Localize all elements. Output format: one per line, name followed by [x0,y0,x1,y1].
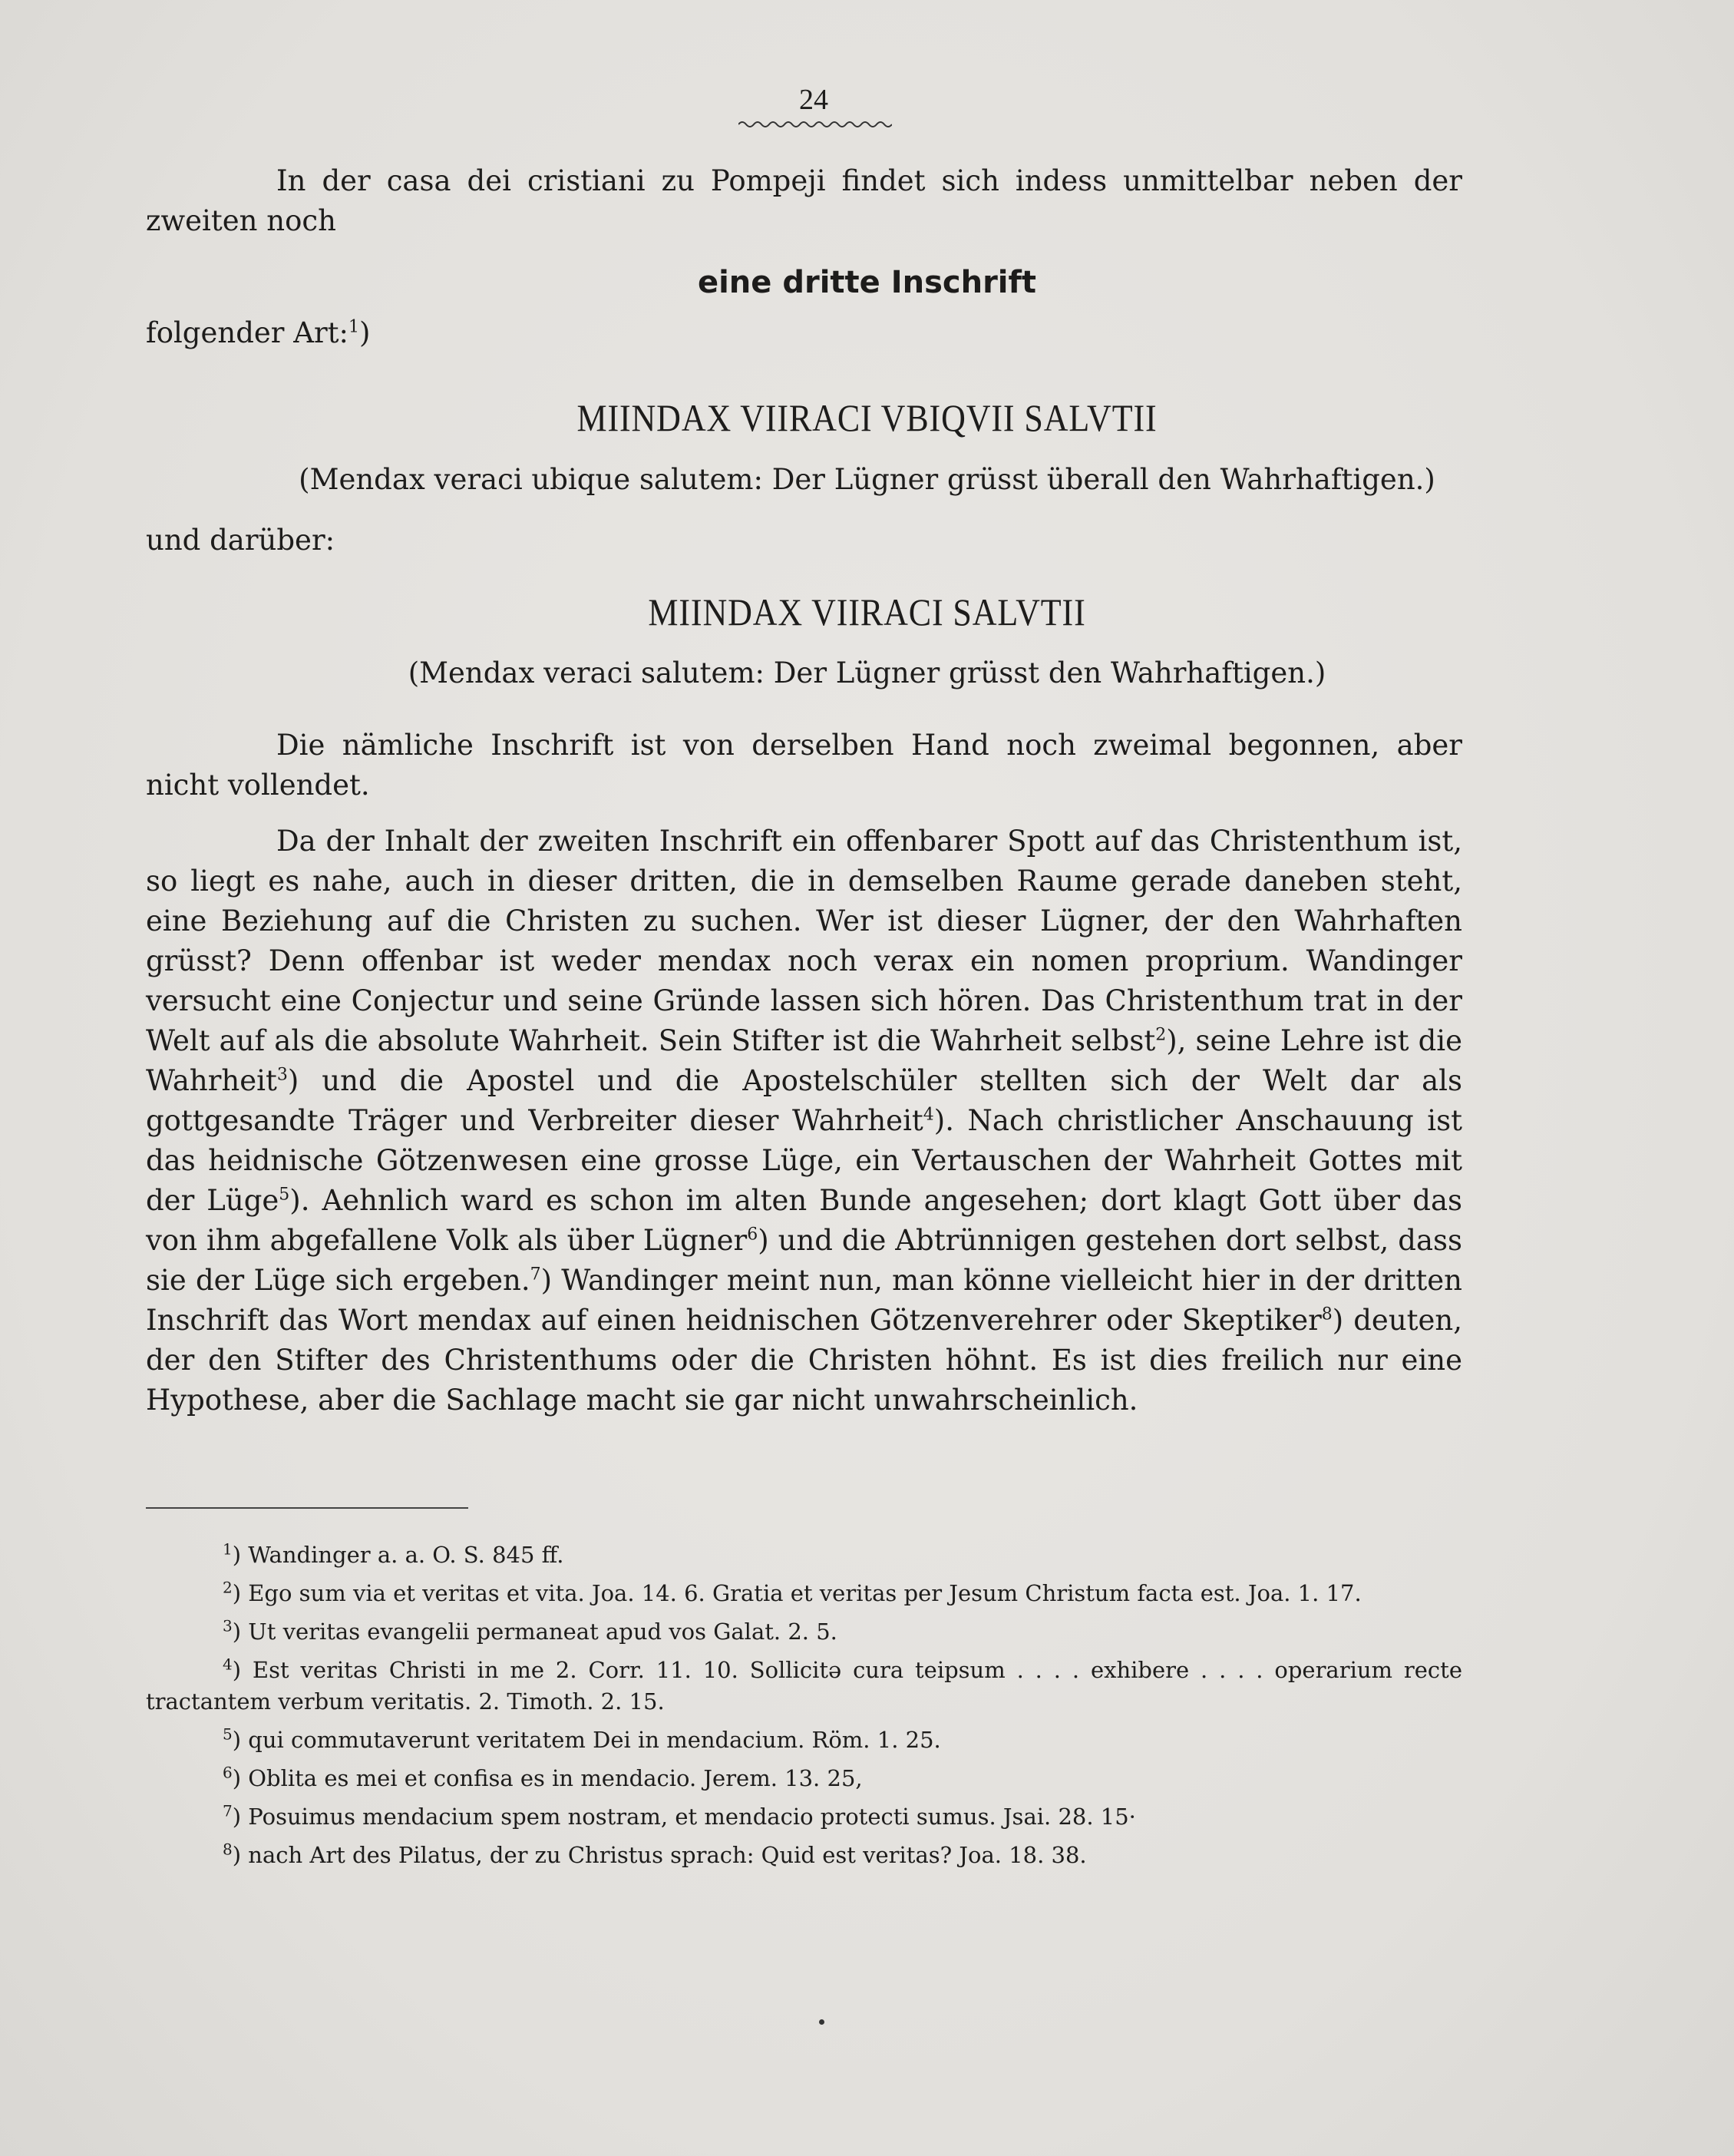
footnote-text: ) Posuimus mendacium spem nostram, et mendacio protecti sumus. Jsai. 28. 15· [232,1804,1136,1830]
printer-mark [819,2019,824,2025]
footnote-number: 2 [223,1578,233,1597]
translation-2: (Mendax veraci salutem: Der Lügner grüsst den Wahrhaftigen.) [408,656,1326,689]
para2-segment: ) deuten, der den Stifter des Christenthums oder die Christen höhnt. Es ist dies freilich nur eine Hypothese, aber die Sachlage macht sie gar nicht unwahrscheinlich. [146,1304,1463,1417]
translation-1: (Mendax veraci ubique salutem: Der Lügner grüsst überall den Wahrhaftigen.) [299,463,1435,496]
footnote-number: 3 [223,1616,233,1635]
folgender-text: folgender Art: [146,316,348,349]
folgender-line [146,316,370,349]
page-number: 24 [799,84,828,116]
inscription-2: MIINDAX VIIRACI SALVTII [648,590,1086,633]
footnote-8 [146,1840,1462,1871]
footnote-ref-5: 5 [279,1185,290,1205]
footnote-number: 8 [223,1840,233,1859]
footnote-ref-7: 7 [530,1265,541,1285]
para2-segment: ) und die Abtrünnigen gestehen dort selbst, dass sie der Lüge sich ergeben. [146,1224,1462,1297]
footnote-text: ) Est veritas Christi in me 2. Corr. 11. 10. Sollicitə cura teipsum . . . . exhibere . . . . operarium recte tractantem verbum veritatis. 2. Timoth. 2. 15. [146,1657,1462,1715]
footnote-text: ) Ut veritas evangelii permaneat apud vos Galat. 2. 5. [232,1619,837,1645]
inscription-1: MIINDAX VIIRACI VBIQVII SALVTII [576,396,1158,439]
paragraph-1-text: Die nämliche Inschrift ist von derselben Hand noch zweimal begonnen, aber nicht vollendet. [146,729,1462,802]
footnote-text: ) Oblita es mei et confisa es in mendacio. Jerem. 13. 25, [232,1765,863,1791]
footnote-number: 7 [223,1801,233,1820]
footnote-6 [146,1763,1462,1794]
footnote-ref-2: 2 [1155,1025,1167,1045]
para2-segment: ) Wandinger meint nun, man könne vielleicht hier in der dritten Inschrift das Wort mendax auf einen heidnischen Götzenverehrer oder Skeptiker [146,1264,1462,1337]
intro-line-1: In der casa dei cristiani zu Pompeji findet sich indess unmittelbar neben der [276,164,1462,197]
footnote-number: 4 [223,1655,233,1674]
intro-line-2: zweiten noch [146,204,336,237]
para2-segment: Da der Inhalt der zweiten Inschrift ein offenbarer Spott auf das Christenthum ist, so liegt es nahe, auch in dieser dritten, die in demselben Raume gerade daneben steht, eine Beziehung auf die Christen zu suchen. Wer ist dieser Lügner, der den Wahrhaften grüsst? Denn offenbar ist weder mendax noch verax ein nomen proprium. Wandinger versucht eine Conjectur und seine Gründe lassen sich hören. Das Christenthum trat in der Welt auf als die absolute Wahrheit. Sein Stifter ist die Wahrheit selbst [146,825,1462,1057]
footnote-5 [146,1724,1462,1756]
page-number-ornament [738,119,892,130]
footnote-ref-1: 1 [348,317,359,337]
footnote-1 [146,1539,1462,1571]
footnotes [146,1539,1462,1878]
footnote-2 [146,1578,1462,1609]
footnote-4 [146,1655,1462,1718]
footnote-text: ) Ego sum via et veritas et vita. Joa. 14. 6. Gratia et veritas per Jesum Christum facta est. Joa. 1. 17. [232,1580,1362,1606]
footnote-number: 5 [223,1724,233,1744]
section-heading: eine dritte Inschrift [697,265,1037,300]
footnote-text: ) Wandinger a. a. O. S. 845 ff. [232,1542,564,1568]
footnote-ref-8: 8 [1321,1305,1333,1324]
footnote-text: ) nach Art des Pilatus, der zu Christus sprach: Quid est veritas? Joa. 18. 38. [232,1842,1087,1868]
paragraph-1 [146,726,1462,805]
para2-segment: ). Nach christlicher Anschauung ist das heidnische Götzenwesen eine grosse Lüge, ein Vertauschen der Wahrheit Gottes mit der Lüge [146,1104,1462,1217]
paragraph-2 [146,822,1462,1420]
footnote-7 [146,1801,1462,1833]
para2-segment: ), seine Lehre ist die Wahrheit [146,1024,1462,1097]
footnote-number: 1 [223,1539,233,1559]
para2-segment: ) und die Apostel und die Apostelschüler stellten sich der Welt dar als gottgesandte Träger und Verbreiter dieser Wahrheit [146,1064,1462,1137]
footnote-ref-6: 6 [747,1225,758,1245]
footnote-text: ) qui commutaverunt veritatem Dei in mendacium. Röm. 1. 25. [232,1727,941,1753]
intro-paragraph [146,161,1462,241]
folgender-close: ) [359,316,371,349]
footnote-divider [146,1507,468,1509]
paragraph-2-text [146,822,1462,1420]
footnote-ref-3: 3 [276,1065,288,1085]
footnote-ref-4: 4 [923,1105,934,1125]
und-daruber-line: und darüber: [146,524,335,557]
footnote-3 [146,1616,1462,1648]
para2-segment: ). Aehnlich ward es schon im alten Bunde angesehen; dort klagt Gott über das von ihm abgefallene Volk als über Lügner [146,1184,1462,1257]
footnote-number: 6 [223,1763,233,1782]
